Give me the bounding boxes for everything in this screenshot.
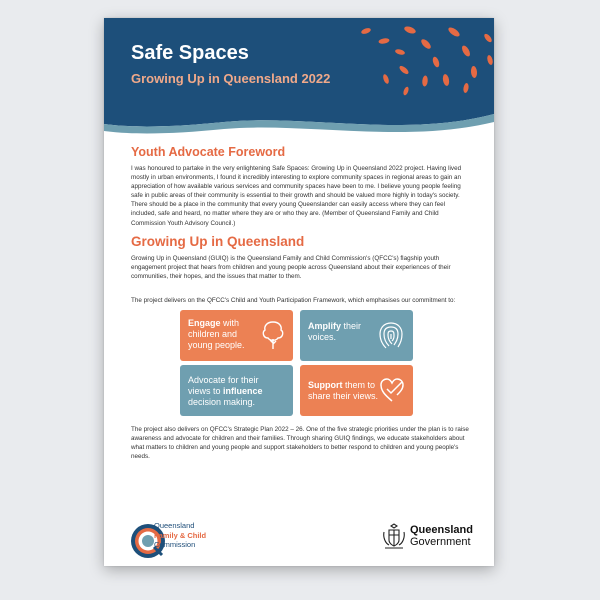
- framework-paragraph: The project delivers on the QFCC's Child and Youth Participation Framework, which emphasises our commitment to:: [131, 297, 456, 304]
- document-title: Safe Spaces: [131, 42, 249, 64]
- document-subtitle: Growing Up in Queensland 2022: [131, 71, 331, 86]
- support-rest: them to share their views.: [308, 380, 379, 401]
- advocate-strong: influence: [223, 386, 263, 396]
- document-page: [104, 18, 494, 566]
- engage-strong: Engage: [188, 318, 221, 328]
- qg-line1: Queensland: [410, 524, 473, 536]
- engage-rest: with children and young people.: [188, 318, 245, 350]
- strategic-plan-paragraph: The project also delivers on QFCC's Strategic Plan 2022 – 26. One of the five strategic priorities under the plan is to raise awareness and advocate for children and their families. Through sharing GUIQ findings, we educate stakeholders about what matters to children and young people and support stakeholders to better respond to children and young people's needs.: [131, 426, 469, 461]
- queensland-government-wordmark: [410, 524, 473, 548]
- support-text: [308, 380, 386, 402]
- qfcc-line1: Queensland: [154, 521, 195, 530]
- engage-tile: [180, 310, 293, 361]
- queensland-crest: [381, 523, 407, 551]
- advocate-tile: [180, 365, 293, 416]
- header-banner: [104, 18, 494, 136]
- advocate-pre: Advocate for their views to: [188, 375, 259, 396]
- qg-line2: Government: [410, 536, 471, 548]
- amplify-strong: Amplify: [308, 321, 342, 331]
- qfcc-line2: Family & Child: [154, 530, 207, 540]
- qfcc-line3: Commission: [154, 540, 196, 549]
- support-tile: [300, 365, 413, 416]
- qfcc-wordmark: [154, 521, 206, 550]
- foreword-paragraph: I was honoured to partake in the very enlightening Safe Spaces: Growing Up in Queensland 2022 project. Having lived mostly in urban environments, I found it incredibly interesting to explore community spaces in regional areas to gain an appreciation of how available various services and community spaces have been to me. I believe young people feeling safe in public areas of their community is essential to their growth and should be valued more highly in today's society. There should be a place in the community that every young Queenslander can easily access where they can feel included, safe and heard, no matter where they are or who they are. (Member of Queensland Family and Child Commission Youth Advisory Council.): [131, 165, 462, 227]
- amplify-tile: [300, 310, 413, 361]
- engage-text: [188, 318, 258, 351]
- foreword-heading: Youth Advocate Foreword: [131, 145, 286, 159]
- guiq-intro-paragraph: Growing Up in Queensland (GUIQ) is the Queensland Family and Child Commission's (QFCC's) flagship youth engagement project that hears from children and young people across Queensland about their experiences of their communities, their hopes, and the issues that matter to them.: [131, 255, 451, 281]
- advocate-text: [188, 375, 276, 408]
- support-strong: Support: [308, 380, 343, 390]
- advocate-rest: decision making.: [188, 397, 256, 407]
- amplify-rest: their voices.: [308, 321, 362, 342]
- guiq-heading: Growing Up in Queensland: [131, 234, 305, 249]
- fingerprint-icon: [377, 319, 405, 351]
- heart-check-icon: [379, 376, 405, 404]
- amplify-text: [308, 321, 378, 343]
- tree-icon: [261, 319, 285, 351]
